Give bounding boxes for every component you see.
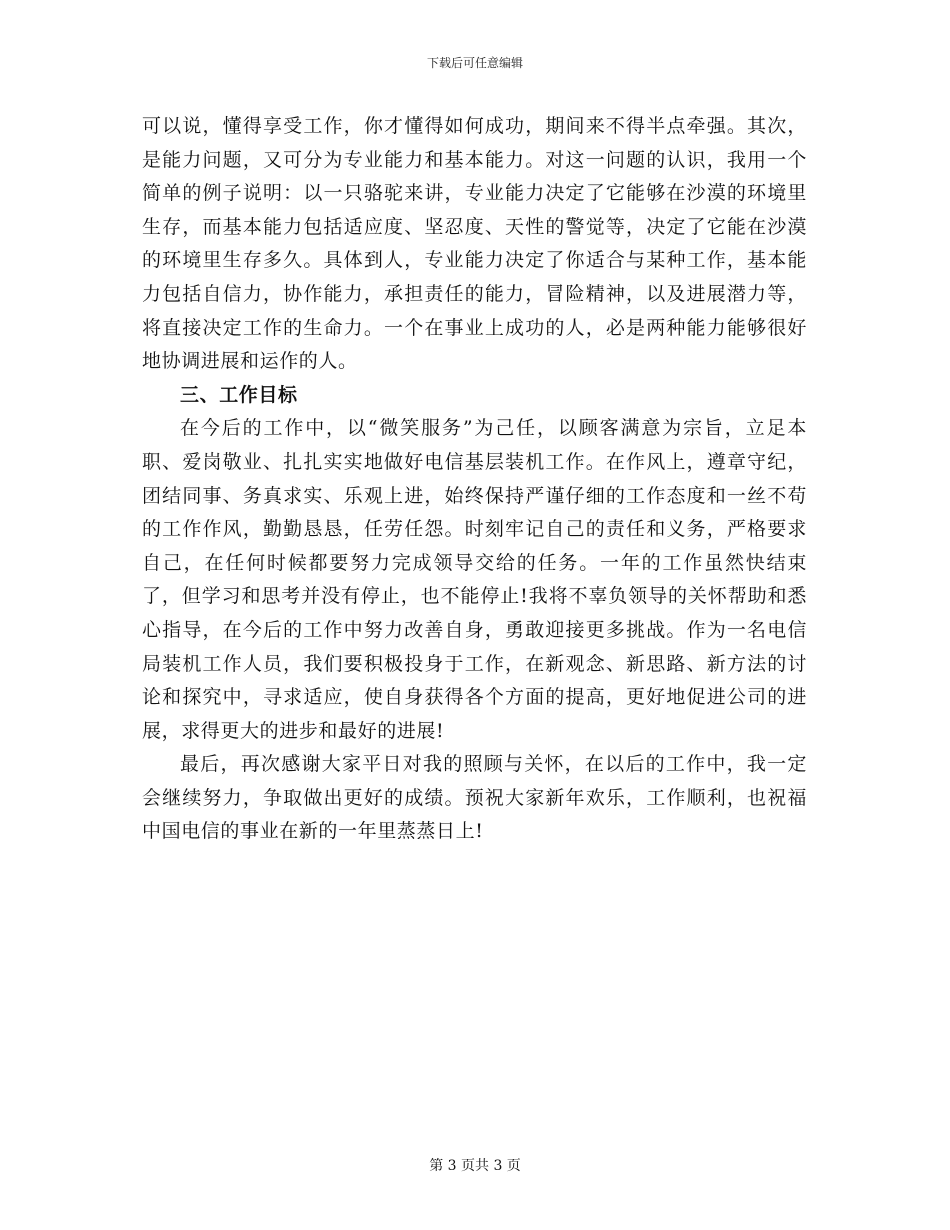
body-paragraph-2: 在今后的工作中，以“微笑服务”为己任，以顾客满意为宗旨，立足本职、爱岗敬业、扎扎实实地做好电信基层装机工作。在作风上，遵章守纪，团结同事、务真求实、乐观上进，始终保持严谨仔细的工作态度和一丝不苟的工作作风，勤勤恳恳，任劳任怨。时刻牢记自己的责任和义务，严格要求自己，在任何时候都要努力完成领导交给的任务。一年的工作虽然快结束了，但学习和思考并没有停止，也不能停止!我将不辜负领导的关怀帮助和悉心指导，在今后的工作中努力改善自身，勇敢迎接更多挑战。作为一名电信局装机工作人员，我们要积极投身于工作，在新观念、新思路、新方法的讨论和探究中，寻求适应，使自身获得各个方面的提高，更好地促进公司的进展，求得更大的进步和最好的进展! (142, 417, 807, 742)
body-paragraph-3: 最后，再次感谢大家平日对我的照顾与关怀，在以后的工作中，我一定会继续努力，争取做出更好的成绩。预祝大家新年欢乐，工作顺利，也祝福中国电信的事业在新的一年里蒸蒸日上! (142, 753, 807, 843)
document-body (142, 110, 807, 849)
page-header: 下载后可任意编辑 (426, 56, 523, 70)
body-paragraph-1: 可以说，懂得享受工作，你才懂得如何成功，期间来不得半点牵强。其次，是能力问题，又可分为专业能力和基本能力。对这一问题的认识，我用一个简单的例子说明：以一只骆驼来讲，专业能力决定了它能够在沙漠的环境里生存，而基本能力包括适应度、坚忍度、天性的警觉等，决定了它能在沙漠的环境里生存多久。具体到人，专业能力决定了你适合与某种工作，基本能力包括自信力，协作能力，承担责任的能力，冒险精神，以及进展潜力等，将直接决定工作的生命力。一个在事业上成功的人，必是两种能力能够很好地协调进展和运作的人。 (142, 115, 807, 373)
section-heading: 三、工作目标 (180, 383, 298, 406)
page-number: 第 3 页共 3 页 (429, 1158, 521, 1174)
